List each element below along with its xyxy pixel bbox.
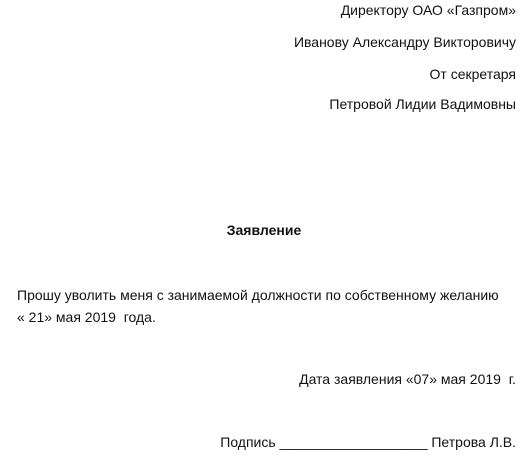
sender-position-line: От секретаря <box>429 66 516 82</box>
document-title: Заявление <box>226 222 302 238</box>
application-date-line: Дата заявления «07» мая 2019 г. <box>299 371 516 387</box>
body-text-line-2: « 21» мая 2019 года. <box>17 309 156 325</box>
body-text-line-1: Прошу уволить меня с занимаемой должности по собственному желанию <box>17 287 499 303</box>
signature-line: Подпись ___________________ Петрова Л.В. <box>220 434 516 450</box>
addressee-director-line: Директору ОАО «Газпром» <box>340 2 516 18</box>
addressee-name-line: Иванову Александру Викторовичу <box>293 34 516 50</box>
sender-name-line: Петровой Лидии Вадимовны <box>329 96 516 112</box>
